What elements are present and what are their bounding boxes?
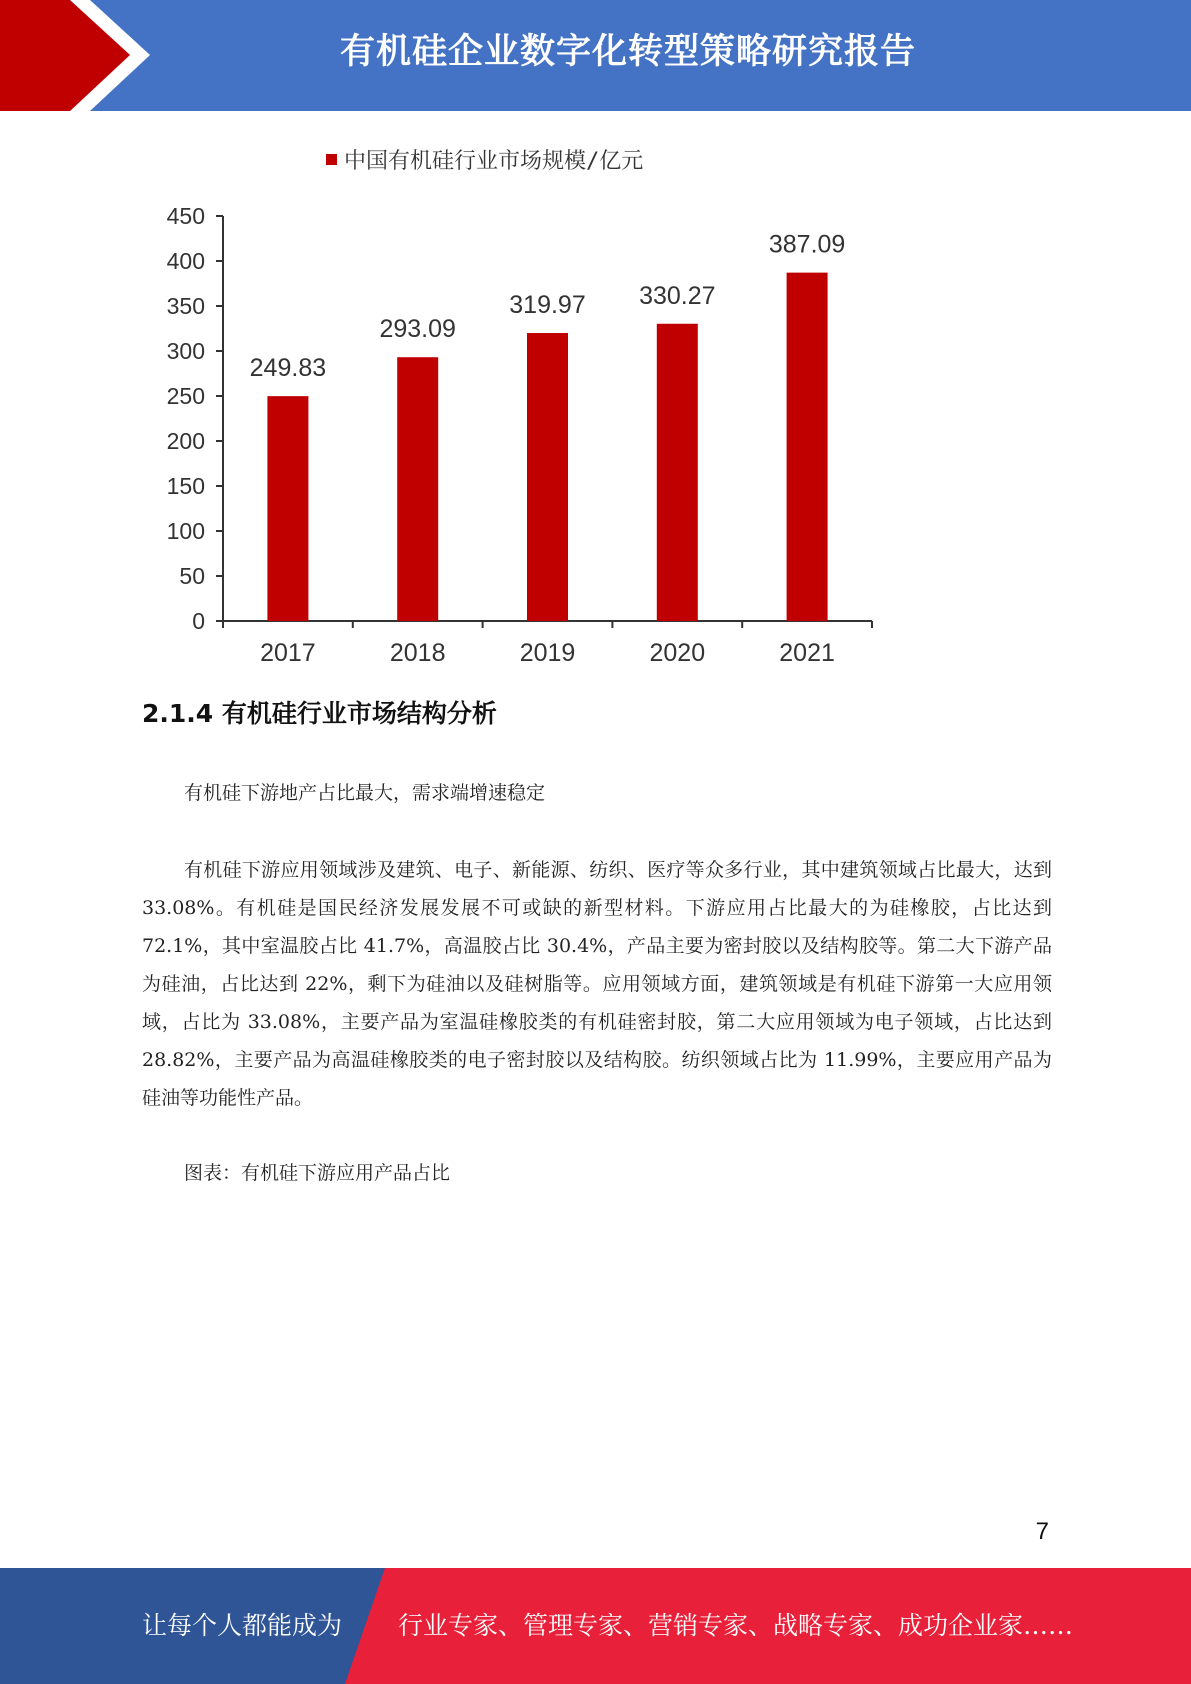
paragraph-body: 有机硅下游应用领域涉及建筑、电子、新能源、纺织、医疗等众多行业，其中建筑领域占比最大，达到 33.08%。有机硅是国民经济发展发展不可或缺的新型材料。下游应用占比最大的为硅橡胶，占比达到 72.1%，其中室温胶占比 41.7%，高温胶占比 30.4%，产品主要为密封胶以及结构胶等。第二大下游产品为硅油，占比达到 22%，剩下为硅油以及硅树脂等。应用领域方面，建筑领域是有机硅下游第一大应用领域，占比为 33.08%，主要产品为室温硅橡胶类的有机硅密封胶，第二大应用领域为电子领域，占比达到 28.82%，主要产品为高温硅橡胶类的电子密封胶以及结构胶。纺织领域占比为 11.99%，主要应用产品为硅油等功能性产品。 — [142, 859, 1052, 1109]
x-tick-label: 2019 — [519, 639, 576, 667]
bars — [250, 231, 846, 621]
y-tick-label: 450 — [166, 203, 205, 229]
footer-slogan-left: 让每个人都能成为 — [142, 1611, 343, 1640]
bar — [527, 333, 568, 621]
y-tick-label: 0 — [192, 608, 205, 634]
bar-value-label: 330.27 — [639, 281, 716, 310]
x-axis — [223, 621, 872, 667]
bar — [267, 396, 308, 621]
y-tick-label: 400 — [166, 248, 205, 274]
y-tick-label: 50 — [179, 563, 205, 589]
paragraph-subtitle: 有机硅下游地产占比最大，需求端增速稳定 — [184, 782, 546, 804]
y-axis — [167, 203, 223, 634]
chart-svg — [130, 135, 890, 675]
x-tick-label: 2021 — [779, 639, 835, 667]
bar-value-label: 249.83 — [249, 354, 327, 383]
y-tick-label: 200 — [166, 428, 205, 454]
header-arrow-decoration — [0, 0, 160, 111]
bar-value-label: 293.09 — [379, 315, 456, 344]
x-tick-label: 2018 — [389, 639, 446, 667]
section-heading: 2.1.4 有机硅行业市场结构分析 — [142, 699, 497, 728]
page-number: 7 — [1035, 1518, 1049, 1545]
bar — [787, 273, 828, 621]
bar — [657, 324, 698, 621]
bar-value-label: 387.09 — [768, 230, 846, 259]
legend-label: 中国有机硅行业市场规模/亿元 — [344, 149, 644, 174]
figure-caption: 图表：有机硅下游应用产品占比 — [184, 1162, 451, 1184]
bar — [397, 357, 438, 621]
market-size-chart — [130, 135, 890, 675]
footer-slogan-right: 行业专家、管理专家、营销专家、战略专家、成功企业家…… — [398, 1611, 1074, 1640]
report-title: 有机硅企业数字化转型策略研究报告 — [339, 32, 916, 72]
page-footer — [0, 1568, 1191, 1684]
legend-swatch — [326, 154, 337, 165]
y-tick-label: 300 — [166, 338, 205, 364]
y-tick-label: 350 — [166, 293, 205, 319]
y-tick-label: 150 — [166, 473, 205, 499]
y-tick-label: 250 — [166, 383, 205, 409]
x-tick-label: 2020 — [649, 639, 706, 667]
x-tick-label: 2017 — [260, 639, 316, 667]
y-tick-label: 100 — [166, 518, 205, 544]
bar-value-label: 319.97 — [509, 291, 586, 320]
page-header — [0, 0, 1191, 111]
